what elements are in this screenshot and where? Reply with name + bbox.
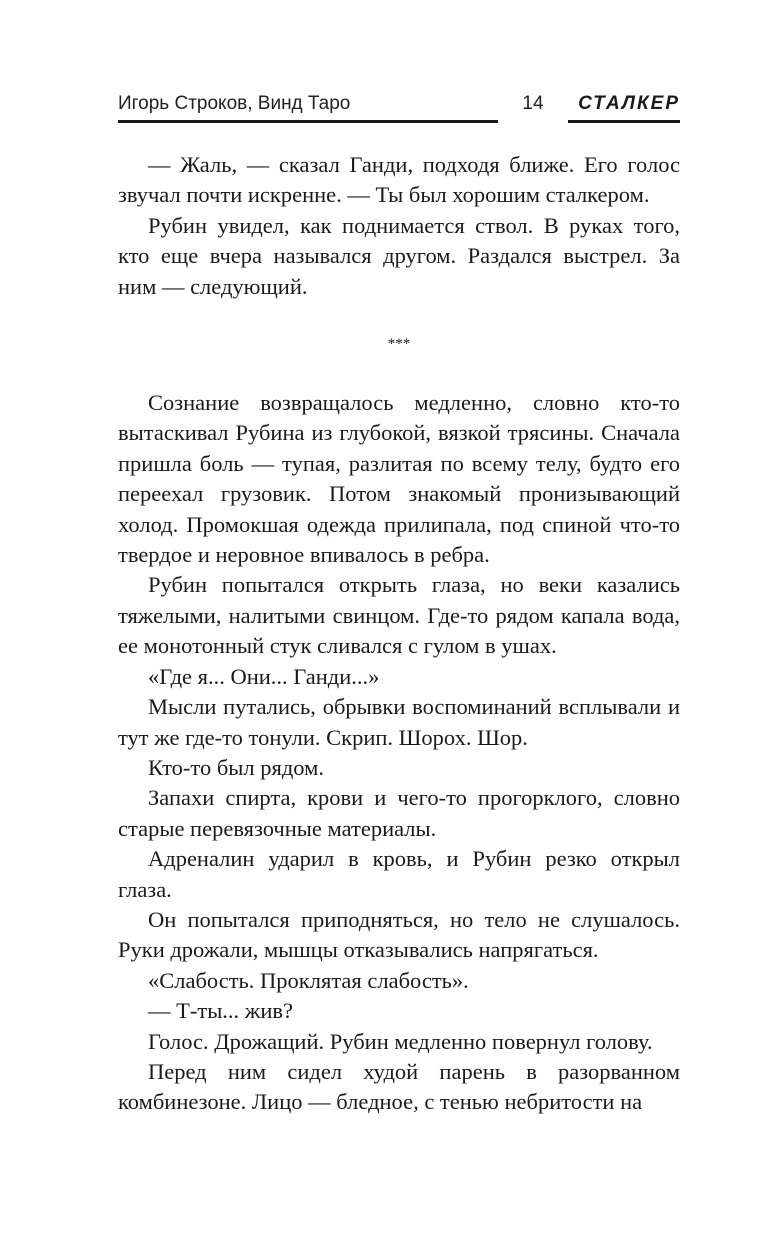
header-author: Игорь Строков, Винд Таро [118,92,498,123]
paragraph: Он попытался приподняться, но тело не слушалось. Руки дрожали, мышцы отказывались напрягаться. [118,906,680,963]
paragraph: Рубин попытался открыть глаза, но веки казались тяжелыми, налитыми свинцом. Где-то рядом капала вода, ее монотонный стук сливался с гулом в ушах. [118,572,680,659]
paragraph: Рубин увидел, как поднимается ствол. В руках того, кто еще вчера назывался другом. Раздался выстрел. За ним — следующий. [118,212,680,299]
paragraph: Запахи спирта, крови и чего-то прогорклого, словно старые перевязочные материалы. [118,785,680,841]
page-number: 14 [522,93,544,114]
paragraph: Кто-то был рядом. [148,754,324,780]
paragraph: Мысли путались, обрывки воспоминаний всплывали и тут же где-то тонули. Скрип. Шорох. Шор. [118,694,680,750]
header-series-title: СТАЛКЕР [568,92,680,123]
paragraph: Сознание возвращалось медленно, словно кто-то вытаскивал Рубина из глубокой, вязкой трясины. Сначала пришла боль — тупая, разлитая по всему телу, будто его переехал грузовик. Потом знакомый пронизывающий холод. Промокшая одежда прилипала, под спиной что-то твердое и неровное впивалось в ребра. [118,390,680,568]
paragraph: — Т-ты... жив? [148,998,294,1024]
paragraph: Адреналин ударил в кровь, и Рубин резко открыл глаза. [118,846,680,902]
running-header [118,92,680,124]
section-separator: *** [387,336,411,353]
paragraph: «Где я... Они... Ганди...» [148,663,380,689]
paragraph: Перед ним сидел худой парень в разорванном комбинезоне. Лицо — бледное, с тенью небритости на [118,1058,680,1115]
paragraph: — Жаль, — сказал Ганди, подходя ближе. Его голос звучал почти искренне. — Ты был хорошим сталкером. [118,152,680,208]
paragraph: Голос. Дрожащий. Рубин медленно повернул голову. [148,1028,653,1054]
body-text [118,150,680,1118]
paragraph: «Слабость. Проклятая слабость». [148,967,469,993]
